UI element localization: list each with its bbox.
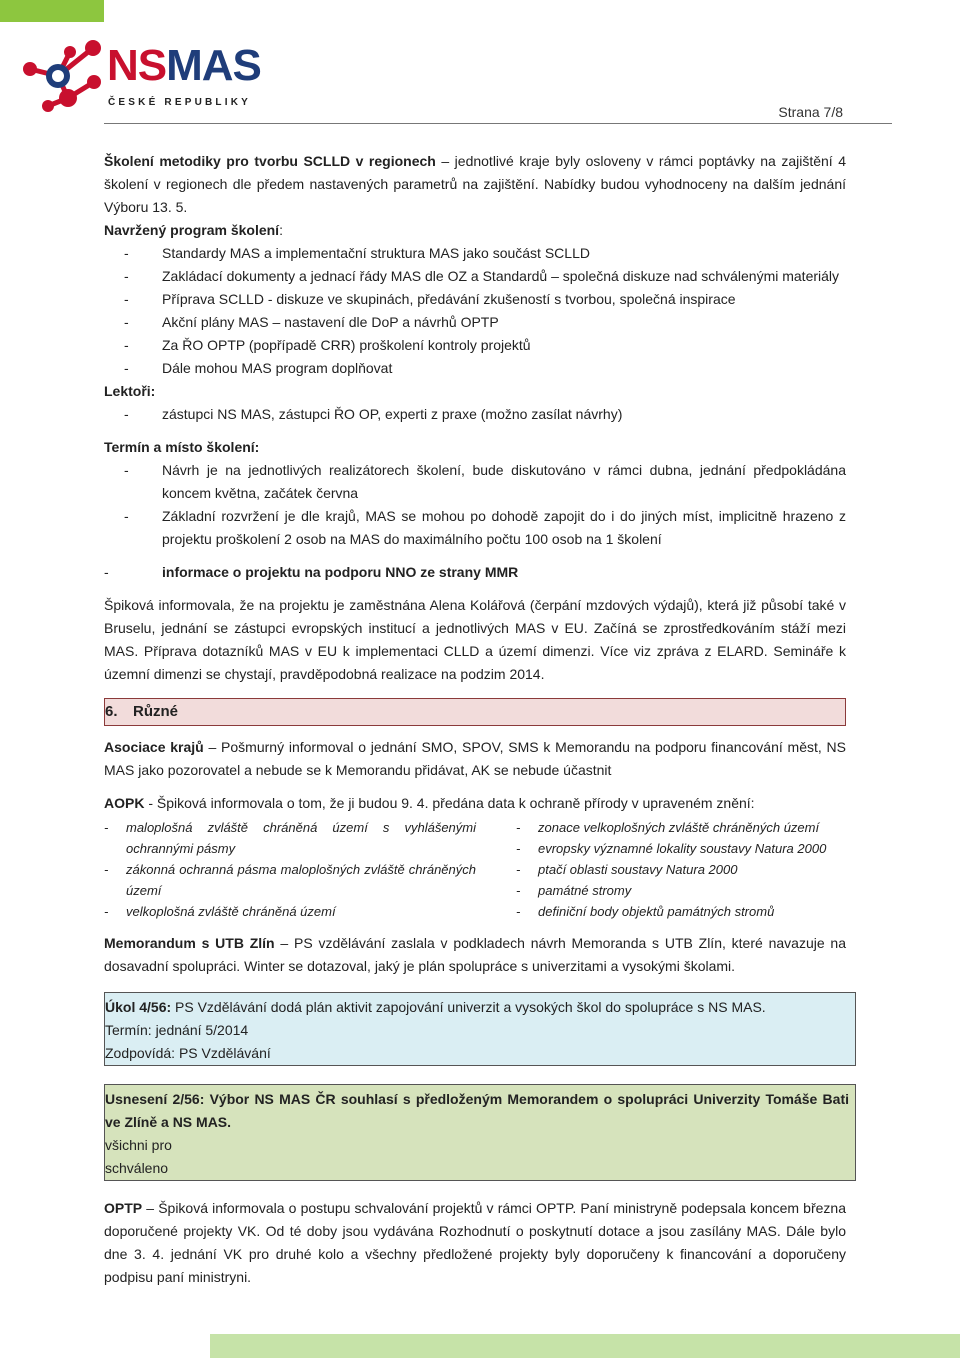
corner-accent <box>0 0 104 22</box>
task-box <box>104 992 856 1066</box>
list-item: - Základní rozvržení je dle krajů, MAS se mohou po dohodě zapojit do i do jiných míst, implicitně hrazeno z projektu proškolení 2 osob na MAS do maximálního počtu 100 osob na 1 školení <box>124 508 846 547</box>
resolution-text: Usnesení 2/56: Výbor NS MAS ČR souhlasí s předloženým Memorandem o spolupráci Univerzity Tomáše Bati ve Zlíně a NS MAS. <box>105 1091 849 1130</box>
resolution-result: schváleno <box>105 1160 169 1176</box>
list-item: - Dále mohou MAS program doplňovat <box>124 360 393 376</box>
paragraph-training: Školení metodiky pro tvorbu SCLLD v regionech – jednotlivé kraje byly osloveny v rámci poptávky na zajištění 4 školení v regionech dle předem nastavených parametrů na zajištění. Nabídky budou vyhodnoceny na dalším jednání Výboru 13. 5. <box>104 153 846 215</box>
list-item: - velkoplošná zvláště chráněná území <box>104 904 336 919</box>
page-number: Strana 7/8 <box>778 104 843 120</box>
footer-accent <box>210 1334 960 1358</box>
resolution-vote: všichni pro <box>105 1137 172 1153</box>
logo-subtitle: ČESKÉ REPUBLIKY <box>108 97 252 108</box>
list-item: - zákonná ochranná pásma maloplošných zvláště chráněných území <box>104 862 476 898</box>
list-item: - Akční plány MAS – nastavení dle DoP a návrhů OPTP <box>124 314 499 330</box>
list-item: - Návrh je na jednotlivých realizátorech školení, bude diskutováno v rámci dubna, jednání předpokládána koncem května, začátek června <box>124 462 846 501</box>
list-item: - evropsky významné lokality soustavy Natura 2000 <box>516 841 827 856</box>
task-responsible: Zodpovídá: PS Vzdělávání <box>105 1045 271 1061</box>
paragraph-utb: Memorandum s UTB Zlín – PS vzdělávání zaslala v podkladech návrh Memoranda s UTB Zlín, které navazuje na dosavadní spolupráci. Winter se dotazoval, jaký je plán spolupráce s univerzitami a vysokými školami. <box>104 935 846 974</box>
resolution-box <box>104 1084 856 1181</box>
task-term: Termín: jednání 5/2014 <box>105 1022 249 1038</box>
aopk-lists <box>104 817 846 922</box>
list-item: - zonace velkoplošných zvláště chráněných území <box>516 820 820 835</box>
aopk-list-left <box>104 817 476 922</box>
list-item: - ptačí oblasti soustavy Natura 2000 <box>516 862 738 877</box>
logo-ns: NS <box>107 41 167 90</box>
header-divider <box>104 123 892 124</box>
paragraph-aopk: AOPK - Špiková informovala o tom, že ji budou 9. 4. předána data k ochraně přírody v upraveném znění: <box>104 795 755 811</box>
list-item: - památné stromy <box>516 883 632 898</box>
list-item: - Zakládací dokumenty a jednací řády MAS dle OZ a Standardů – společná diskuze nad schválenými materiály <box>124 268 840 284</box>
list-item: - zástupci NS MAS, zástupci ŘO OP, experti z praxe (možno zasílat návrhy) <box>124 406 623 422</box>
program-list <box>104 242 846 380</box>
list-item: - maloplošná zvláště chráněná území s vyhlášenými ochrannými pásmy <box>104 820 476 856</box>
list-item: - Za ŘO OPTP (popřípadě CRR) proškolení kontroly projektů <box>124 337 531 353</box>
program-heading: Navržený program školení: <box>104 222 283 238</box>
term-heading: Termín a místo školení: <box>104 439 260 455</box>
document-body <box>104 150 849 1289</box>
logo-mas: MAS <box>166 41 261 90</box>
logo-wordmark <box>107 41 261 90</box>
aopk-list-right <box>516 817 846 922</box>
nno-heading: - informace o projektu na podporu NNO ze strany MMR <box>104 564 519 580</box>
paragraph-asociace: Asociace krajů – Pošmurný informoval o jednání SMO, SPOV, SMS k Memorandu na podporu financování měst, NS MAS jako pozorovatel a nebude se k Memorandu přidávat, AK se nebude účastnit <box>104 739 846 778</box>
list-item: - Příprava SCLLD - diskuze ve skupinách, předávání zkušeností s tvorbou, společná inspirace <box>124 291 736 307</box>
list-item: - Standardy MAS a implementační struktura MAS jako součást SCLLD <box>124 245 590 261</box>
list-item: - definiční body objektů památných stromů <box>516 904 775 919</box>
task-text: Úkol 4/56: PS Vzdělávání dodá plán aktivit zapojování univerzit a vysokých škol do spolupráce s NS MAS. <box>105 999 766 1015</box>
section-header-6: 6. Různé <box>104 698 846 726</box>
paragraph-nno: Špiková informovala, že na projektu je zaměstnána Alena Kolářová (čerpání mzdových výdajů), která již působí také v Bruselu, jednání se zástupci evropských institucí a jednotlivých MAS v EU. Začíná se zprostředkováním stáží mezi MAS. Příprava dotazníků MAS v EU k implementaci CLLD a území dimenzi. Více viz zpráva z ELARD. Semináře k územní dimenzi se chystají, pravděpodobná realizace na podzim 2014. <box>104 597 846 682</box>
paragraph-optp: OPTP – Špiková informovala o postupu schvalování projektů v rámci OPTP. Paní ministryně podepsala koncem března doporučené projekty VK. Od té doby jsou vydávána Rozhodnutí o poskytnutí dotace a jsou zasílány MAS. Dále bylo dne 3. 4. jednání VK pro druhé kolo a všechny předložené projekty byly doporučeny k financování a doporučeny podpisu paní ministryni. <box>104 1200 846 1285</box>
lecturers-heading: Lektoři: <box>104 383 156 399</box>
